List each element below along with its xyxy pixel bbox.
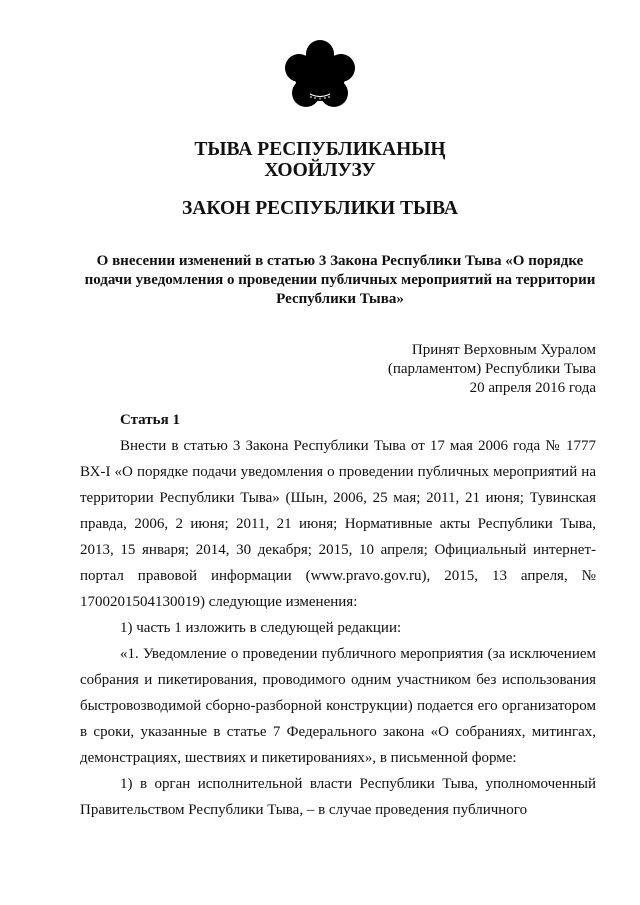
article-paragraph: 1) в орган исполнительной власти Республики Тыва, уполномоченный Правительством Республики Тыва, – в случае проведения публичного: [80, 776, 596, 818]
adoption-date: 20 апреля 2016 года: [469, 380, 596, 396]
coat-of-arms-icon: [284, 40, 356, 112]
adoption-line2: (парламентом) Республики Тыва: [387, 361, 596, 377]
article-heading: Статья 1: [120, 412, 180, 428]
article-paragraph: «1. Уведомление о проведении публичного мероприятия (за исключением собрания и пикетирования, проводимого одним участником без использования быстровозводимой сборно-разборной конструкции) подается его организатором в сроки, указанные в статье 7 Федерального закона «О собраниях, митингах, демонстрациях, шествиях и пикетированиях», в письменной форме:: [80, 646, 596, 766]
law-subject: О внесении изменений в статью 3 Закона Республики Тыва «О порядке подачи уведомления о проведении публичных мероприятий на территории Республики Тыва»: [84, 253, 596, 307]
article-paragraph: Внести в статью 3 Закона Республики Тыва от 17 мая 2006 года № 1777 ВХ-I «О порядке подачи уведомления о проведении публичных мероприятий на территории Республики Тыва» (Шын, 2006, 25 мая; 2011, 21 июня; Тувинская правда, 2006, 2 июня; 2011, 21 июня; Нормативные акты Республики Тыва, 2013, 15 января; 2014, 30 декабря; 2015, 10 апреля; Официальный интернет-портал правовой информации (www.pravo.gov.ru), 2015, 13 апреля, № 1700201504130019) следующие изменения:: [80, 438, 596, 610]
article-body: [80, 433, 596, 823]
article-paragraph: 1) часть 1 изложить в следующей редакции:: [120, 620, 402, 636]
republic-name-line2: ХООЙЛУЗУ: [264, 160, 376, 181]
republic-name-line1: ТЫВА РЕСПУБЛИКАНЫҢ: [194, 139, 446, 160]
law-title: ЗАКОН РЕСПУБЛИКИ ТЫВА: [181, 198, 459, 219]
adoption-note: [388, 341, 596, 398]
adoption-line1: Принят Верховным Хуралом: [411, 342, 596, 358]
